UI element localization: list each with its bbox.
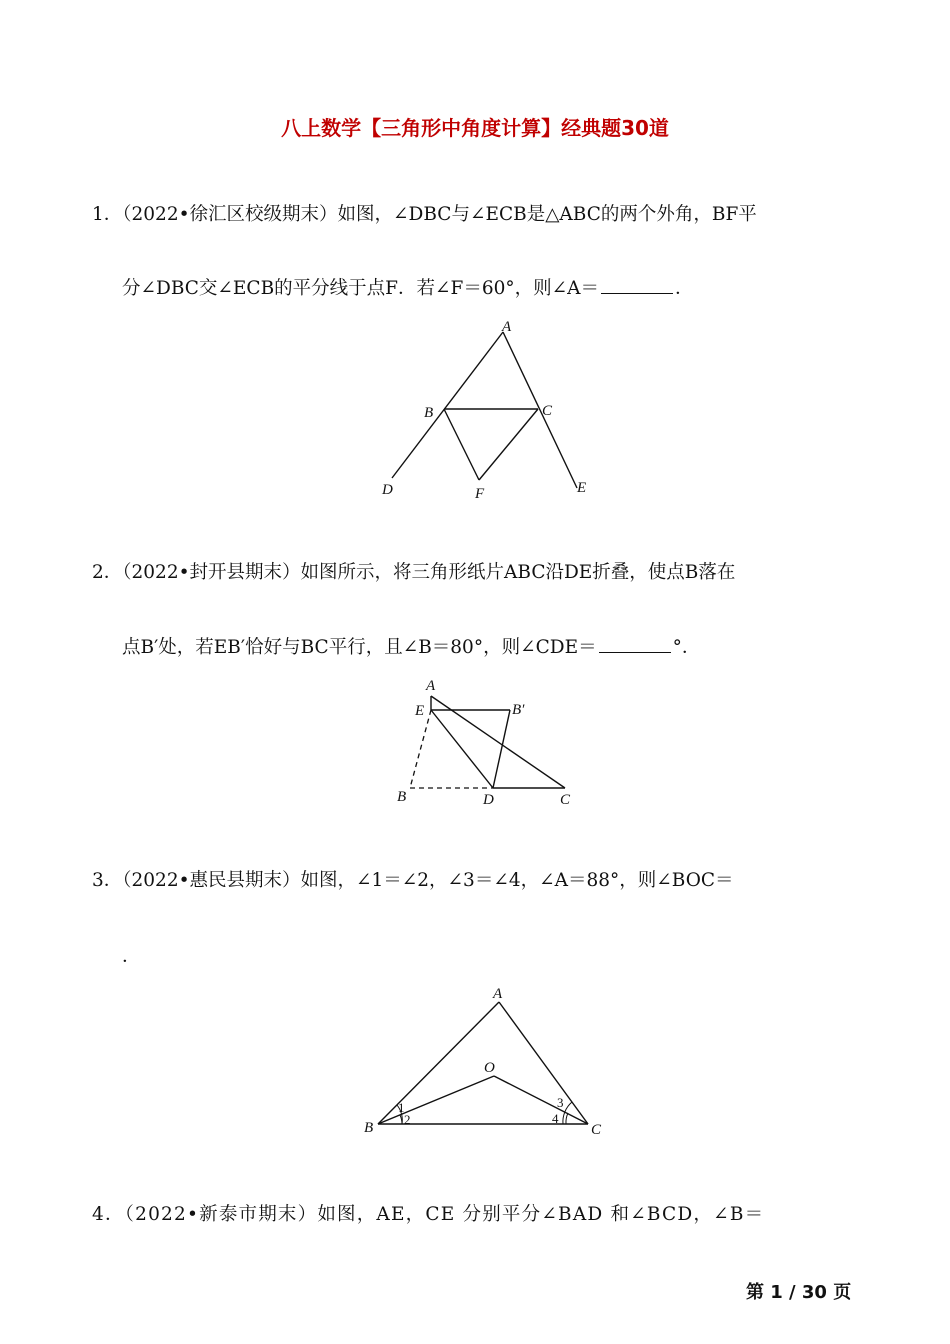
problem-3-line-1: 3．（2022•惠民县期末）如图，∠1＝∠2，∠3＝∠4，∠A＝88°，则∠BOC＝	[92, 870, 734, 891]
figure-1	[370, 312, 610, 512]
problem-1-line-1: 1．（2022•徐汇区校级期末）如图，∠DBC与∠ECB是△ABC的两个外角，BF平	[92, 204, 757, 225]
document-title: 八上数学【三角形中角度计算】经典题30道	[281, 116, 669, 140]
figure-3	[358, 982, 618, 1142]
label-A: A	[502, 319, 512, 335]
label-F: F	[475, 486, 485, 502]
label-A: A	[493, 986, 503, 1002]
angle-3-label: 3	[557, 1095, 564, 1110]
label-D: D	[382, 482, 393, 498]
angle-1-label: 1	[398, 1100, 405, 1115]
problem-4-line-1: 4．（2022•新泰市期末）如图，AE，CE 分别平分∠BAD 和∠BCD，∠B＝	[92, 1204, 765, 1225]
problem-3-line-2: ．	[122, 946, 141, 967]
label-D: D	[483, 792, 494, 808]
label-B: B	[364, 1120, 374, 1136]
angle-4-label: 4	[552, 1111, 559, 1126]
label-C: C	[591, 1122, 602, 1138]
page-footer: 第 1 / 30 页	[746, 1282, 852, 1303]
label-A: A	[426, 678, 436, 694]
label-B: B	[397, 789, 407, 805]
label-O: O	[484, 1060, 495, 1076]
problem-1-end: ．	[675, 278, 694, 299]
label-B: B	[424, 405, 434, 421]
label-E: E	[577, 480, 587, 496]
answer-blank-2[interactable]	[599, 634, 671, 653]
label-C: C	[560, 792, 571, 808]
problem-2-end: °．	[672, 637, 701, 658]
problem-1-line-2	[122, 274, 694, 300]
figure-2	[390, 674, 590, 814]
label-C: C	[542, 403, 553, 419]
problem-2-line-2	[122, 633, 700, 659]
answer-blank-1[interactable]	[601, 275, 673, 294]
label-E: E	[415, 703, 425, 719]
problem-1-text: 分∠DBC交∠ECB的平分线于点F．若∠F＝60°，则∠A＝	[122, 278, 600, 299]
problem-2-line-1: 2．（2022•封开县期末）如图所示，将三角形纸片ABC沿DE折叠，使点B落在	[92, 562, 736, 583]
angle-2-label: 2	[404, 1112, 411, 1127]
problem-2-text: 点B′处，若EB′恰好与BC平行，且∠B＝80°，则∠CDE＝	[122, 637, 597, 658]
label-B-prime: B′	[512, 702, 525, 718]
